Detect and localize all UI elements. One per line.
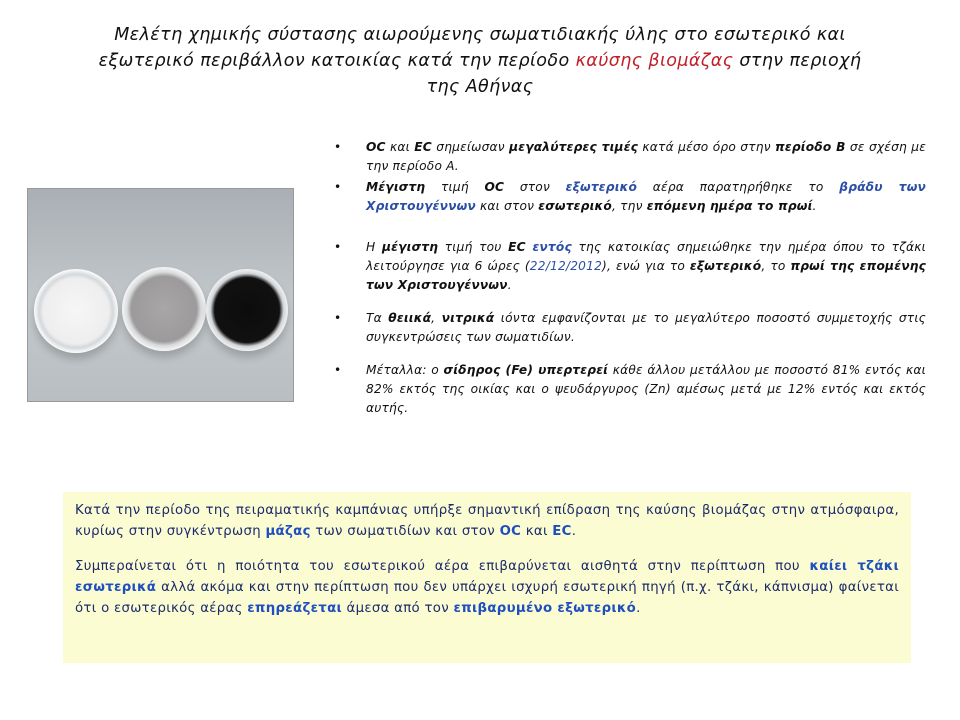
- text-run: τιμή του: [438, 240, 509, 254]
- emphasis-text: εσωτερικό: [538, 199, 612, 213]
- emphasis-text: Μέγιστη: [366, 180, 426, 194]
- finding-item: [330, 178, 926, 216]
- text-run: Μέταλλα: ο: [366, 363, 444, 377]
- emphasis-text: περίοδο Β: [775, 140, 846, 154]
- text-run: .: [507, 278, 512, 292]
- emphasis-text: καίει τζάκι εσωτερικά: [75, 559, 899, 595]
- text-run: και: [385, 140, 415, 154]
- bullet-marker: •: [334, 363, 342, 377]
- text-run: κατά μέσο όρο στην: [638, 140, 776, 154]
- text-run: άμεσα από τον: [342, 601, 454, 616]
- emphasis-text: θειικά: [388, 311, 432, 325]
- text-run: στον: [504, 180, 566, 194]
- text-run: της κατοικίας σημειώθηκε την ημέρα όπου το τζάκι λειτούργησε για 6 ώρες (: [366, 240, 926, 273]
- findings-list: [330, 138, 926, 418]
- text-run: των σωματιδίων και στον: [310, 524, 500, 539]
- title-line-2-end: στην περιοχή: [733, 51, 862, 71]
- title-line-1: Μελέτη χημικής σύστασης αιωρούμενης σωματιδιακής ύλης στο εσωτερικό και: [114, 25, 846, 45]
- text-run: αλλά ακόμα και στην περίπτωση που δεν υπάρχει ισχυρή εσωτερική πηγή (π.χ. τζάκι, κάπνισμα) φαίνεται ότι ο εσωτερικός αέρας: [75, 580, 899, 616]
- title-line-3: της Αθήνας: [426, 77, 534, 97]
- text-run: Συμπεραίνεται ότι η ποιότητα του εσωτερικού αέρα επιβαρύνεται αισθητά στην περίπτωση που: [75, 559, 810, 574]
- filter-dish-grey: [122, 267, 206, 351]
- filter-dish-clean: [34, 269, 118, 353]
- emphasis-text: μεγαλύτερες τιμές: [509, 140, 639, 154]
- text-run: Η: [366, 240, 382, 254]
- bullet-marker: •: [334, 140, 342, 154]
- emphasis-text: OC: [484, 180, 505, 194]
- title-line-2: [60, 48, 900, 74]
- text-run: Κατά την περίοδο της πειραματικής καμπάνιας υπήρξε σημαντική επίδραση της καύσης βιομάζας στην ατμόσφαιρα, κυρίως στην συγκέντρωση: [75, 503, 899, 539]
- text-run: .: [812, 199, 817, 213]
- title-highlight: καύσης βιομάζας: [575, 51, 734, 71]
- bullet-marker: •: [334, 311, 342, 325]
- finding-item: [330, 238, 926, 295]
- emphasis-text: πρωί της επομένης των Χριστουγέννων: [366, 259, 926, 292]
- emphasis-text: επόμενη ημέρα το πρωί: [646, 199, 813, 213]
- text-run: .: [636, 601, 641, 616]
- text-run: τιμή: [425, 180, 485, 194]
- conclusions-box: [63, 492, 911, 663]
- text-run: .: [571, 524, 577, 539]
- emphasis-text: βράδυ των Χριστουγέννων: [366, 180, 927, 213]
- text-run: ιόντα εμφανίζονται με το μεγαλύτερο ποσοστό συμμετοχής στις συγκεντρώσεις των σωματιδίων.: [366, 311, 927, 344]
- finding-item: [330, 138, 926, 176]
- emphasis-text: νιτρικά: [441, 311, 495, 325]
- finding-item: [330, 309, 926, 347]
- page-title: [60, 22, 900, 100]
- emphasis-text: OC: [499, 524, 522, 539]
- emphasis-text: μάζας: [265, 524, 311, 539]
- emphasis-text: EC: [414, 140, 432, 154]
- text-run: Τα: [366, 311, 389, 325]
- conclusion-paragraph: [75, 556, 899, 619]
- text-run: , το: [761, 259, 791, 273]
- emphasis-text: EC: [552, 524, 572, 539]
- conclusion-paragraph: [75, 500, 899, 542]
- text-run: και: [521, 524, 553, 539]
- emphasis-text: 22/12/2012: [529, 259, 603, 273]
- text-run: και στον: [475, 199, 539, 213]
- sample-filters-photo: [27, 188, 294, 402]
- emphasis-text: OC: [366, 140, 386, 154]
- emphasis-text: μέγιστη: [381, 240, 439, 254]
- emphasis-text: εντός: [532, 240, 572, 254]
- emphasis-text: εξωτερικό: [565, 180, 638, 194]
- text-run: σημείωσαν: [431, 140, 510, 154]
- filter-dish-black: [206, 269, 288, 351]
- emphasis-text: εξωτερικό: [689, 259, 762, 273]
- emphasis-text: σίδηρος (Fe) υπερτερεί: [443, 363, 609, 377]
- finding-item: [330, 361, 926, 418]
- text-run: ,: [431, 311, 442, 325]
- emphasis-text: επιβαρυμένο εξωτερικό: [453, 601, 637, 616]
- text-run: κάθε άλλου μετάλλου με ποσοστό 81% εντός και 82% εκτός της οικίας και ο ψευδάργυρος (Zn) αμέσως μετά με 12% εντός και εκτός αυτής.: [366, 363, 926, 415]
- text-run: , την: [611, 199, 647, 213]
- emphasis-text: EC: [508, 240, 526, 254]
- bullet-marker: •: [334, 240, 342, 254]
- emphasis-text: επηρεάζεται: [247, 601, 343, 616]
- title-line-2-start: εξωτερικό περιβάλλον κατοικίας κατά την περίοδο: [98, 51, 576, 71]
- text-run: ), ενώ για το: [602, 259, 690, 273]
- text-run: αέρα παρατηρήθηκε το: [637, 180, 840, 194]
- bullet-marker: •: [334, 180, 342, 194]
- text-run: σε σχέση με την περίοδο Α.: [366, 140, 926, 173]
